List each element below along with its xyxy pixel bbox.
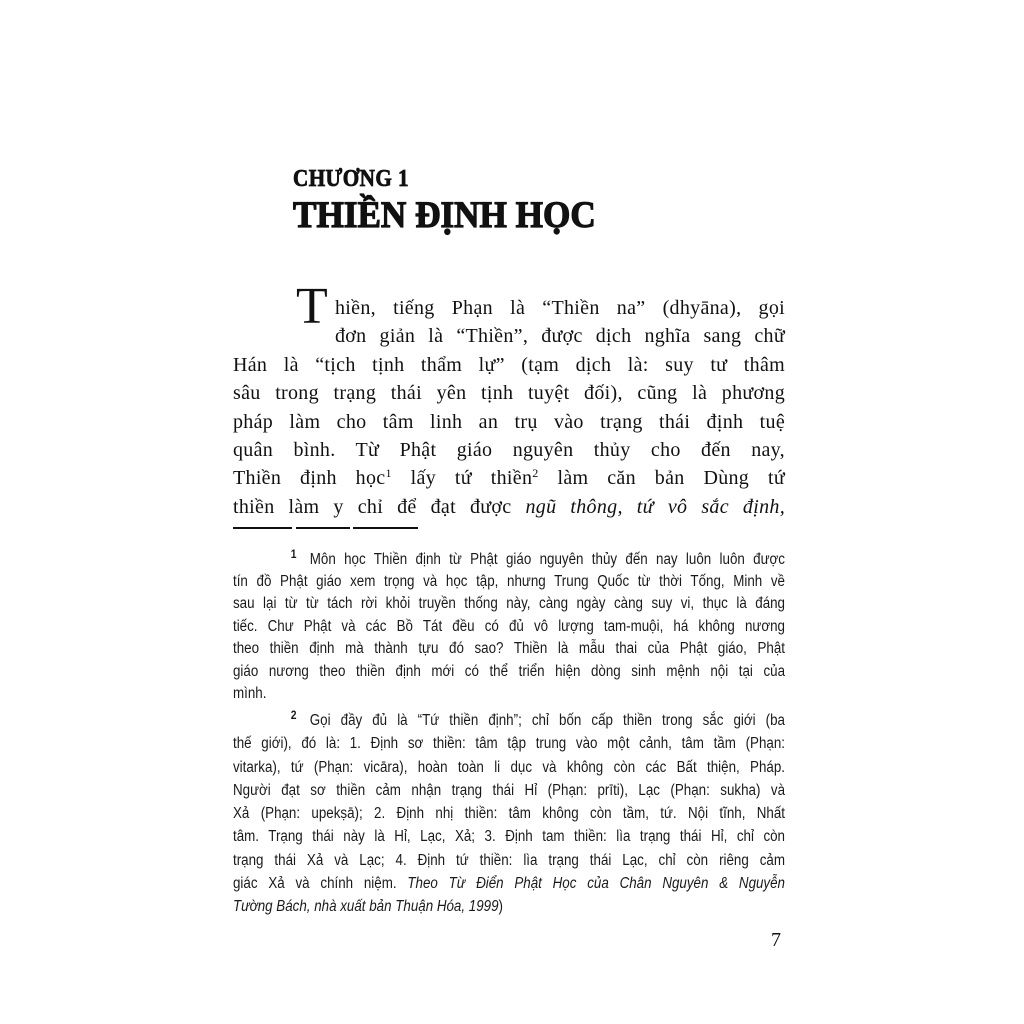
footnote-line (233, 872, 785, 895)
body-text-segment: lấy tứ thiền (391, 467, 533, 490)
footnote-line: vitarka), tứ (Phạn: vicāra), hoàn toàn li dục và không còn các Bất thiện, Pháp. (233, 758, 785, 776)
body-text-segment: Thiền định học (233, 467, 386, 490)
body-italic-segment: ngũ thông, tứ vô sắc định, (525, 495, 785, 518)
footnote-marker: 1 (290, 547, 297, 561)
drop-cap: T (296, 278, 328, 335)
footnote-text: giác Xả và chính niệm. (233, 874, 408, 892)
footnote-rule (296, 527, 350, 529)
footnote-text: Môn học Thiền định từ Phật giáo nguyên thủy đến nay luôn luôn được (309, 551, 785, 568)
footnote-text: Gọi đầy đủ là “Tứ thiền định”; chỉ bốn cấp thiền trong sắc giới (ba (309, 712, 785, 729)
body-paragraph (233, 294, 785, 521)
footnote-text: ) (498, 898, 504, 915)
footnote-italic-text: Tường Bách, nhà xuất bản Thuận Hóa, 1999 (233, 898, 499, 915)
footnote-line: Người đạt sơ thiền cảm nhận trạng thái Hỉ (Phạn: prīti), Lạc (Phạn: sukha) và (233, 781, 785, 799)
body-line (233, 464, 785, 492)
footnote-line: mình. (233, 685, 267, 702)
chapter-label: CHƯƠNG 1 (293, 166, 409, 192)
footnote-line: Xả (Phạn: upekṣā); 2. Định nhị thiền: tâm không còn tầm, tứ. Nội tĩnh, Nhất (233, 805, 785, 822)
footnote-line: sau lại từ từ tách rời khỏi truyền thống này, càng ngày càng suy vi, thục là đáng (233, 595, 785, 612)
footnote-rule (353, 527, 418, 529)
footnote-italic-text: Theo Từ Điển Phật Học của Chân Nguyên & Nguyễn (407, 874, 785, 892)
footnote-rule (233, 527, 292, 529)
footnote-line: tâm. Trạng thái này là Hỉ, Lạc, Xả; 3. Định tam thiền: lìa trạng thái Hỉ, chỉ còn (233, 828, 785, 846)
body-line: hiền, tiếng Phạn là “Thiền na” (dhyāna), gọi (335, 297, 785, 319)
body-line (233, 493, 785, 521)
footnote-line: thế giới), đó là: 1. Định sơ thiền: tâm tập trung vào một cảnh, tâm tầm (Phạn: (233, 735, 785, 753)
body-line: sâu trong trạng thái yên tịnh tuyệt đối), cũng là phương (233, 382, 785, 405)
footnote-line: tiếc. Chư Phật và các Bồ Tát đều có đủ vô lượng tam-muội, há không nương (233, 617, 785, 635)
chapter-title: THIỀN ĐỊNH HỌC (293, 195, 596, 236)
footnote-ref-2: 2 (532, 466, 539, 481)
footnote-line: theo thiền định mà thành tựu đó sao? Thiền là mẫu thai của Phật giáo, Phật (233, 640, 785, 657)
footnote-2 (233, 709, 785, 918)
body-text-segment: thiền làm y chỉ để đạt được (233, 495, 526, 518)
footnote-marker: 2 (290, 708, 297, 722)
footnote-line (233, 895, 785, 918)
body-line: Hán là “tịch tịnh thẩm lự” (tạm dịch là: suy tư thâm (233, 353, 785, 376)
footnote-1 (233, 548, 785, 706)
body-line: pháp làm cho tâm linh an trụ vào trạng thái định tuệ (233, 410, 785, 433)
body-text-segment: làm căn bản Dùng tứ (538, 467, 785, 490)
footnote-ref-1: 1 (385, 466, 392, 481)
footnote-line: giáo nương theo thiền định mới có thể triển hiện dòng sinh mệnh nội tại của (233, 662, 785, 680)
page-number: 7 (771, 929, 781, 951)
body-line: đơn giản là “Thiền”, được dịch nghĩa sang chữ (335, 325, 785, 348)
footnote-line: tín đồ Phật giáo xem trọng và học tập, nhưng Trung Quốc từ thời Tống, Minh về (233, 572, 785, 590)
footnote-line: trạng thái Xả và Lạc; 4. Định tứ thiền: lìa trạng thái Lạc, chỉ còn riêng cảm (233, 851, 785, 869)
body-line: quân bình. Từ Phật giáo nguyên thủy cho đến nay, (233, 438, 785, 461)
footnote-line (233, 709, 785, 732)
footnote-line (233, 548, 785, 571)
